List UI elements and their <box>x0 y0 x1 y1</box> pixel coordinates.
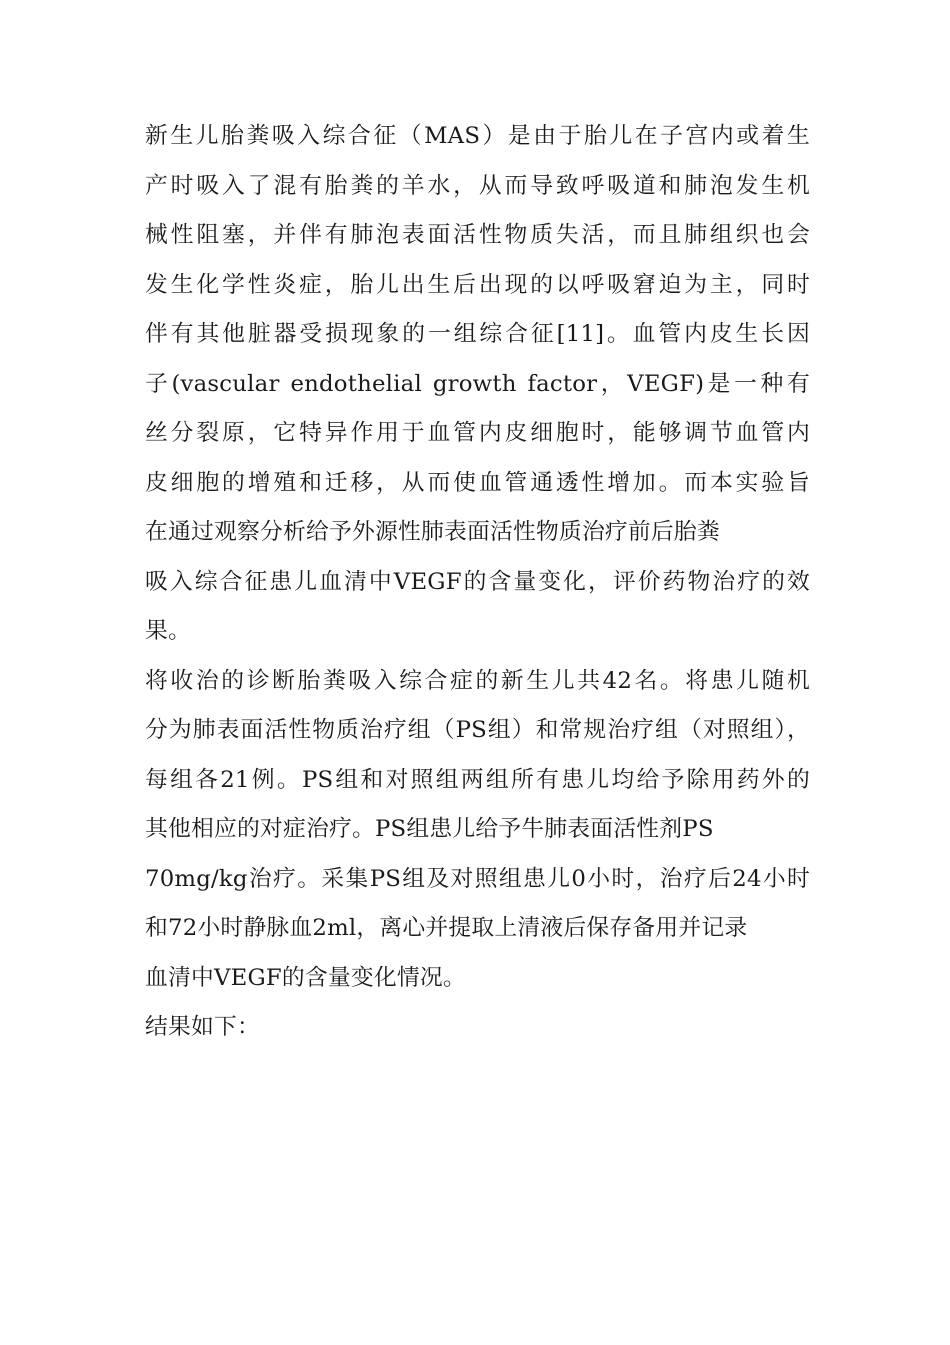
text-line: 70mg/kg治疗。采集PS组及对照组患儿0小时，治疗后24小时 <box>145 865 810 892</box>
text-line: 结果如下： <box>145 1014 260 1040</box>
paragraph-3 <box>145 1003 810 1053</box>
text-line: 果。 <box>145 618 191 644</box>
text-line: 发生化学性炎症，胎儿出生后出现的以呼吸窘迫为主，同时 <box>145 271 810 298</box>
text-line: 分为肺表面活性物质治疗组（PS组）和常规治疗组（对照组）， <box>145 717 810 743</box>
body-text <box>145 112 810 1053</box>
paragraph-1 <box>145 112 810 657</box>
text-line: 皮细胞的增殖和迁移，从而使血管通透性增加。而本实验旨 <box>145 469 810 496</box>
text-line: 其他相应的对症治疗。PS组患儿给予牛肺表面活性剂PS <box>145 816 714 842</box>
text-line: 在通过观察分析给予外源性肺表面活性物质治疗前后胎粪 <box>145 519 720 545</box>
text-line: 子(vascular endothelial growth factor，VEGF)是一种有 <box>145 370 810 397</box>
text-line: 丝分裂原，它特异作用于血管内皮细胞时，能够调节血管内 <box>145 420 810 446</box>
text-line: 血清中VEGF的含量变化情况。 <box>145 964 466 991</box>
text-line: 械性阻塞，并伴有肺泡表面活性物质失活，而且肺组织也会 <box>145 222 810 248</box>
paragraph-2 <box>145 657 810 1004</box>
text-line: 吸入综合征患儿血清中VEGF的含量变化，评价药物治疗的效 <box>145 568 810 595</box>
text-line: 产时吸入了混有胎粪的羊水，从而导致呼吸道和肺泡发生机 <box>145 172 810 199</box>
text-line: 和72小时静脉血2ml，离心并提取上清液后保存备用并记录 <box>145 915 748 941</box>
text-line: 伴有其他脏器受损现象的一组综合征[11]。血管内皮生长因 <box>145 321 810 347</box>
text-line: 每组各21例。PS组和对照组两组所有患儿均给予除用药外的 <box>145 766 810 793</box>
text-line: 新生儿胎粪吸入综合征（MAS）是由于胎儿在子宫内或着生 <box>145 123 810 149</box>
text-line: 将收治的诊断胎粪吸入综合症的新生儿共42名。将患儿随机 <box>145 667 810 694</box>
